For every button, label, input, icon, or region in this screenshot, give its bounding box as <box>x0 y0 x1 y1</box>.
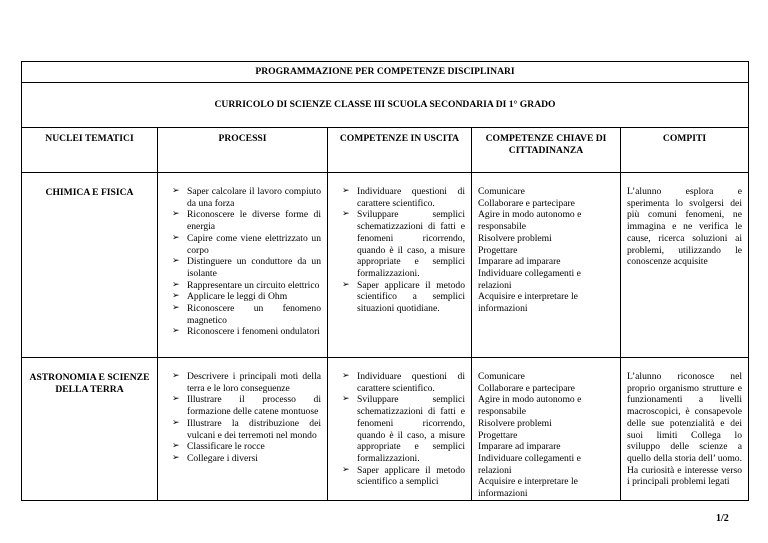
processi-cell <box>158 358 328 501</box>
nucleo-label: CHIMICA E FISICA <box>45 187 134 198</box>
table-row <box>22 173 749 358</box>
cittadinanza-list <box>472 173 620 315</box>
list-item: Imparare ad imparare <box>478 256 561 268</box>
list-item: Agire in modo autonomo e responsabile <box>478 394 582 418</box>
header-compiti: COMPITI <box>621 128 749 173</box>
header-nuclei: NUCLEI TEMATICI <box>22 128 158 173</box>
competenze-cell <box>328 358 472 501</box>
list-item: Comunicare <box>478 371 525 382</box>
list-item: ➢ Riconoscere le diverse forme di energia <box>172 209 321 232</box>
cittadinanza-list <box>472 358 620 500</box>
page-number: 1/2 <box>716 513 729 524</box>
compiti-cell <box>621 173 749 358</box>
nucleo-cell <box>22 358 158 501</box>
list-item: ➢ Collegare i diversi <box>172 453 321 465</box>
curricolo-cell <box>22 83 749 128</box>
list-item: ➢ Descrivere i principali moti della terra e le loro conseguenze <box>172 371 321 394</box>
list-item: Individuare collegamenti e relazioni <box>478 267 581 291</box>
list-item: Agire in modo autonomo e responsabile <box>478 209 582 233</box>
document-title: PROGRAMMAZIONE PER COMPETENZE DISCIPLINARI <box>255 66 515 77</box>
list-item: Risolvere problemi <box>478 232 552 244</box>
cittadinanza-cell <box>472 173 621 358</box>
list-item: Progettare <box>478 244 518 256</box>
compiti-cell <box>621 358 749 501</box>
competenze-list <box>328 173 471 315</box>
compiti-text: L’alunno esplora e sperimenta lo svolgersi dei più comuni fenomeni, ne immagina e ne verifica le cause, ricerca soluzioni ai problemi, utilizzando le conoscenze acquisite <box>627 186 742 268</box>
programmazione-table <box>21 61 749 501</box>
list-item: ➢ Sviluppare semplici schematizzazioni di fatti e fenomeni ricorrendo, quando è il caso, a misure appropriate e semplici formalizzazioni. <box>342 394 465 464</box>
list-item: ➢ Capire come viene elettrizzato un corpo <box>172 233 321 256</box>
column-header-row <box>22 128 749 173</box>
list-item: Risolvere problemi <box>478 417 552 429</box>
list-item: Individuare collegamenti e relazioni <box>478 452 581 476</box>
nucleo-label: ASTRONOMIA E SCIENZE DELLA TERRA <box>29 372 150 395</box>
curricolo-title: CURRICOLO DI SCIENZE CLASSE III SCUOLA SECONDARIA DI 1° GRADO <box>214 99 556 110</box>
list-item: ➢ Sviluppare semplici schematizzazioni di fatti e fenomeni ricorrendo, quando è il caso, a misure appropriate e semplici formalizzazioni. <box>342 209 465 279</box>
header-competenze: COMPETENZE IN USCITA <box>328 128 472 173</box>
list-item: Comunicare <box>478 186 525 197</box>
table-row <box>22 358 749 501</box>
list-item: Imparare ad imparare <box>478 441 561 453</box>
list-item: ➢ Individuare questioni di carattere scientifico. <box>342 186 465 209</box>
header-cittadinanza: COMPETENZE CHIAVE DI CITTADINANZA <box>472 128 621 173</box>
processi-cell <box>158 173 328 358</box>
list-item: Acquisire e interpretare le informazioni <box>478 476 578 500</box>
header-processi: PROCESSI <box>158 128 328 173</box>
cittadinanza-cell <box>472 358 621 501</box>
list-item: Collaborare e partecipare <box>478 197 575 209</box>
competenze-list <box>328 358 471 488</box>
list-item: ➢ Saper applicare il metodo scientifico a semplici <box>342 465 465 488</box>
nucleo-cell <box>22 173 158 358</box>
list-item: ➢ Classificare le rocce <box>172 441 321 453</box>
list-item: ➢ Illustrare la distribuzione dei vulcani e dei terremoti nel mondo <box>172 418 321 441</box>
list-item: ➢ Riconoscere un fenomeno magnetico <box>172 303 321 326</box>
list-item: Acquisire e interpretare le informazioni <box>478 291 578 315</box>
list-item: ➢ Saper calcolare il lavoro compiuto da una forza <box>172 186 321 209</box>
list-item: ➢ Illustrare il processo di formazione delle catene montuose <box>172 394 321 417</box>
processi-list <box>158 358 327 465</box>
document-title-cell <box>22 62 749 83</box>
list-item: ➢ Saper applicare il metodo scientifico a semplici situazioni quotidiane. <box>342 280 465 315</box>
list-item: Progettare <box>478 429 518 441</box>
list-item: ➢ Individuare questioni di carattere scientifico. <box>342 371 465 394</box>
processi-list <box>158 173 327 338</box>
list-item: ➢ Rappresentare un circuito elettrico <box>172 280 321 292</box>
list-item: ➢ Distinguere un conduttore da un isolante <box>172 256 321 279</box>
list-item: ➢ Riconoscere i fenomeni ondulatori <box>172 326 321 338</box>
compiti-text: L’alunno riconosce nel proprio organismo strutture e funzionamenti a livelli macroscopici, è consapevole delle sue potenzialità e dei suoi limiti Collega lo sviluppo delle scienze a quello della storia dell’ uomo. Ha curiosità e interesse verso i principali problemi legati <box>627 371 742 488</box>
list-item: ➢ Applicare le leggi di Ohm <box>172 291 321 303</box>
list-item: Collaborare e partecipare <box>478 382 575 394</box>
competenze-cell <box>328 173 472 358</box>
